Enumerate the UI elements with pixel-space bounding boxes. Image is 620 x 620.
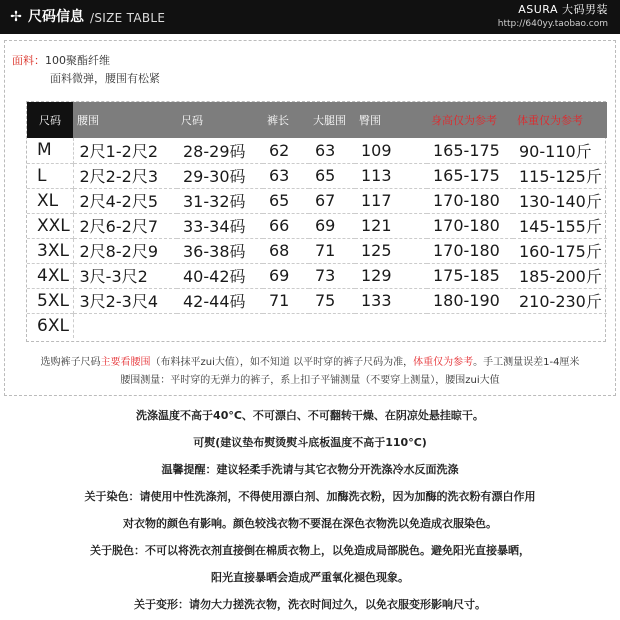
col-header-thigh: 大腿围 <box>309 102 355 138</box>
table-cell: 125 <box>355 238 427 263</box>
size-note-line2: 腰围测量：平时穿的无弹力的裤子，系上扣子平铺测量（不要穿上测量），腰围zui大值 <box>120 375 500 386</box>
table-cell: 2尺8-2尺9 <box>73 238 177 263</box>
table-cell: 3尺-3尺2 <box>73 263 177 288</box>
col-header-height: 身高仅为参考 <box>427 102 513 138</box>
note-highlight-waist: 主要看腰围 <box>100 357 151 368</box>
table-row <box>27 238 607 263</box>
table-cell: 165-175 <box>433 140 500 160</box>
table-cell <box>309 313 355 338</box>
table-cell: 75 <box>309 288 355 313</box>
table-cell: 2尺2-2尺3 <box>73 163 177 188</box>
size-cell: L <box>27 163 73 188</box>
size-table-wrap <box>26 101 606 342</box>
table-cell: 113 <box>355 163 427 188</box>
table-cell: 117 <box>355 188 427 213</box>
section-title-en: /SIZE TABLE <box>90 11 166 25</box>
fabric-note: 面料微弹，腰围有松紧 <box>50 72 160 85</box>
size-cell: XXL <box>27 213 73 238</box>
table-cell: 62 <box>269 140 290 160</box>
table-row <box>27 163 607 188</box>
table-cell: 2尺4-2尺5 <box>73 188 177 213</box>
table-cell: 66 <box>263 213 309 238</box>
table-cell <box>513 313 607 338</box>
table-cell: 170-180 <box>427 188 513 213</box>
col-header-size: 尺码 <box>27 102 73 138</box>
fabric-value: 100聚酯纤维 <box>45 54 110 67</box>
table-cell: 29-30码 <box>177 163 263 188</box>
table-cell: 36-38码 <box>177 238 263 263</box>
table-row <box>27 313 607 338</box>
fabric-info <box>12 52 160 85</box>
table-header-row <box>27 102 607 138</box>
table-cell: 42-44码 <box>177 288 263 313</box>
table-cell: 28-29码 <box>183 141 246 161</box>
table-cell: 2尺6-2尺7 <box>73 213 177 238</box>
table-cell: 170-180 <box>427 238 513 263</box>
size-cell: 4XL <box>27 263 73 288</box>
table-cell: 3尺2-3尺4 <box>73 288 177 313</box>
table-cell: 180-190 <box>427 288 513 313</box>
size-cell: M <box>27 138 73 163</box>
size-note <box>0 354 620 390</box>
table-cell: 90-110斤 <box>519 141 592 161</box>
col-header-hip: 臀围 <box>355 102 427 138</box>
table-cell <box>263 313 309 338</box>
care-instructions <box>0 407 620 620</box>
care-line: 关于脱色：不可以将洗衣剂直接倒在棉质衣物上，以免造成局部脱色。避免阳光直接暴晒， <box>90 544 530 557</box>
col-header-length: 裤长 <box>263 102 309 138</box>
table-cell: 69 <box>263 263 309 288</box>
care-line: 对衣物的颜色有影响。颜色较浅衣物不要混在深色衣物洗以免造成衣服染色。 <box>123 517 497 530</box>
table-row <box>27 213 607 238</box>
shop-url: http://640yy.taobao.com <box>497 19 608 29</box>
table-cell: 210-230斤 <box>513 288 607 313</box>
table-cell: 185-200斤 <box>513 263 607 288</box>
table-cell: 109 <box>361 140 392 160</box>
col-header-size-number: 尺码 <box>177 102 263 138</box>
header-bar <box>0 0 620 34</box>
table-row <box>27 288 607 313</box>
size-cell: XL <box>27 188 73 213</box>
size-note-line1: 选购裤子尺码主要看腰围（布料抹平zui大值），如不知道 以平时穿的裤子尺码为准，体重仅为参考。手工测量误差1-4厘米 <box>40 357 580 368</box>
table-cell <box>73 313 177 338</box>
col-header-waist: 腰围 <box>73 102 177 138</box>
table-cell: 71 <box>309 238 355 263</box>
table-cell: 67 <box>309 188 355 213</box>
table-cell: 175-185 <box>427 263 513 288</box>
brand-logo-text: ASURA 大码男装 <box>518 3 608 16</box>
table-cell <box>355 313 427 338</box>
table-cell: 145-155斤 <box>513 213 607 238</box>
table-cell: 65 <box>263 188 309 213</box>
table-cell: 63 <box>315 140 336 160</box>
table-cell: 121 <box>355 213 427 238</box>
table-cell: 133 <box>355 288 427 313</box>
size-cell: 5XL <box>27 288 73 313</box>
table-cell: 71 <box>263 288 309 313</box>
section-title: 尺码信息 <box>28 9 84 25</box>
care-line: 阳光直接暴晒会造成严重氧化褪色现象。 <box>211 571 409 584</box>
table-cell: 130-140斤 <box>513 188 607 213</box>
table-cell: 63 <box>263 163 309 188</box>
table-cell: 129 <box>355 263 427 288</box>
care-line: 洗涤温度不高于40°C、不可漂白、不可翻转干燥、在阴凉处悬挂晾干。 <box>136 409 484 422</box>
table-row <box>27 263 607 288</box>
table-cell: 160-175斤 <box>513 238 607 263</box>
note-highlight-weight: 体重仅为参考 <box>413 357 474 368</box>
care-line: 可熨(建议垫布熨烫熨斗底板温度不高于110°C) <box>193 436 427 449</box>
table-cell: 165-175 <box>427 163 513 188</box>
care-line: 温馨提醒：建议轻柔手洗请与其它衣物分开洗涤冷水反面洗涤 <box>161 463 459 476</box>
table-cell: 33-34码 <box>177 213 263 238</box>
table-row <box>27 138 607 163</box>
table-cell: 65 <box>309 163 355 188</box>
table-cell: 115-125斤 <box>513 163 607 188</box>
table-cell: 170-180 <box>427 213 513 238</box>
table-cell: 2尺1-2尺2 <box>79 141 158 161</box>
care-line: 关于染色：请使用中性洗涤剂，不得使用漂白剂、加酶洗衣粉，因为加酶的洗衣粉有漂白作用 <box>84 490 536 503</box>
table-cell <box>427 313 513 338</box>
table-cell: 31-32码 <box>177 188 263 213</box>
table-row <box>27 188 607 213</box>
col-header-weight: 体重仅为参考 <box>513 102 607 138</box>
fabric-label: 面料： <box>12 54 45 67</box>
table-cell <box>177 313 263 338</box>
table-cell: 40-42码 <box>177 263 263 288</box>
table-cell: 69 <box>309 213 355 238</box>
size-cell: 3XL <box>27 238 73 263</box>
size-table <box>27 102 607 338</box>
cross-arrows-icon: ✢ <box>10 9 22 25</box>
table-cell: 68 <box>263 238 309 263</box>
size-cell: 6XL <box>27 313 73 338</box>
table-cell: 73 <box>309 263 355 288</box>
care-line: 关于变形：请勿大力搓洗衣物，洗衣时间过久，以免衣服变形影响尺寸。 <box>134 598 486 611</box>
